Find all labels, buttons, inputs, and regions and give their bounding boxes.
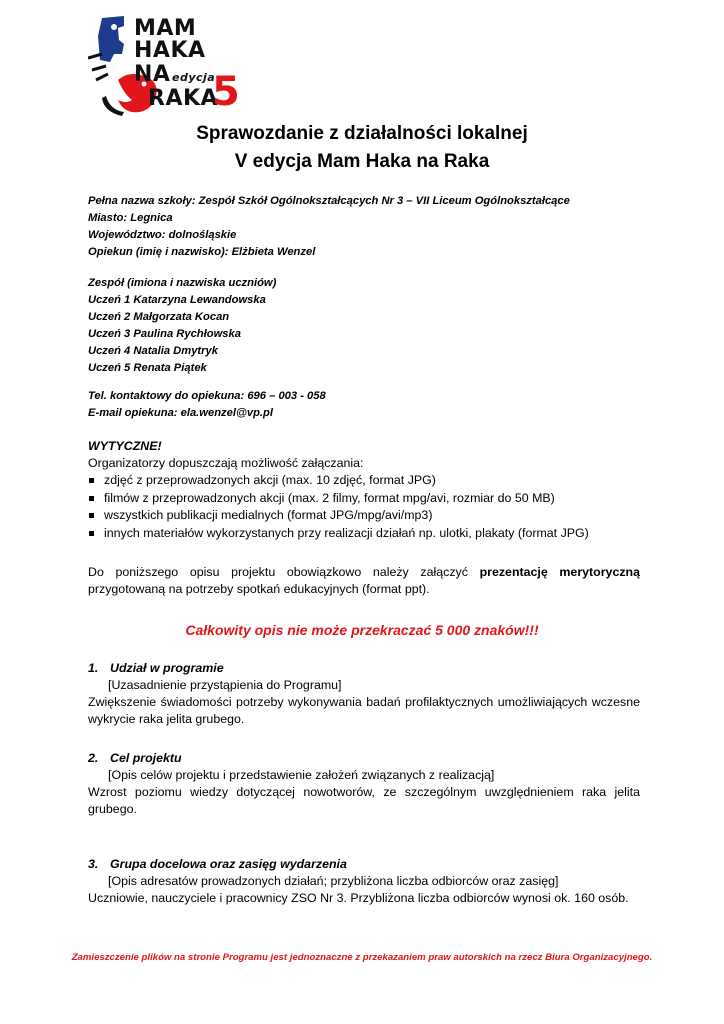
list-item: filmów z przeprowadzonych akcji (max. 2 filmy, format mpg/avi, rozmiar do 50 MB): [88, 490, 640, 508]
presentation-emphasis: prezentację merytoryczną: [479, 565, 640, 579]
bullet-icon: [89, 513, 94, 518]
logo-word-mam: MAM: [134, 16, 197, 41]
list-item: Uczeń 5 Renata Piątek: [88, 362, 207, 374]
guidelines-heading: WYTYCZNE!: [88, 439, 162, 453]
list-item: Uczeń 4 Natalia Dmytryk: [88, 345, 218, 357]
contact-info: [88, 388, 640, 422]
guidelines-intro: Organizatorzy dopuszczają możliwość załączania:: [88, 456, 364, 470]
page-title-line-1: Sprawozdanie z działalności lokalnej: [196, 123, 528, 144]
logo-word-raka: RAKA: [148, 86, 219, 111]
section-body: Uczniowie, nauczyciele i pracownicy ZSO Nr 3. Przybliżona liczba odbiorców wynosi ok. 160 osób.: [88, 891, 629, 905]
school-name: Pełna nazwa szkoły: Zespół Szkół Ogólnokształcących Nr 3 – VII Liceum Ogólnokształcące: [88, 195, 570, 207]
bullet-icon: [89, 478, 94, 483]
attachment-note: Do poniższego opisu projektu obowiązkowo należy załączyć prezentację merytoryczną przygotowaną na potrzeby spotkań edukacyjnych (format ppt).: [88, 565, 640, 596]
team-heading: Zespół (imiona i nazwiska uczniów): [88, 277, 277, 289]
logo-word-haka: HAKA: [134, 38, 206, 63]
list-item: Uczeń 3 Paulina Rychłowska: [88, 328, 241, 340]
section-hint: [Opis adresatów prowadzonych działań; przybliżona liczba odbiorców oraz zasięg]: [108, 874, 559, 888]
supervisor: Opiekun (imię i nazwisko): Elżbieta Wenzel: [88, 246, 316, 258]
mam-haka-na-raka-logo: [88, 14, 248, 118]
list-item: wszystkich publikacji medialnych (format JPG/mpg/avi/mp3): [88, 507, 640, 525]
bullet-icon: [89, 496, 94, 501]
section-hint: [Uzasadnienie przystąpienia do Programu]: [108, 678, 342, 692]
section-project-goal: [88, 750, 640, 818]
contact-email: E-mail opiekuna: ela.wenzel@vp.pl: [88, 407, 273, 419]
section-body: Wzrost poziomu wiedzy dotyczącej nowotworów, ze szczególnym uwzględnieniem raka jelita grubego.: [88, 785, 640, 816]
list-item: zdjęć z przeprowadzonych akcji (max. 10 zdjęć, format JPG): [88, 472, 640, 490]
logo-edition-number: 5: [212, 69, 241, 115]
copyright-footer: Zamieszczenie plików na stronie Programu jest jednoznaczne z przekazaniem praw autorskich na rzecz Biura Organizacyjnego.: [71, 952, 653, 963]
contact-phone: Tel. kontaktowy do opiekuna: 696 – 003 - 058: [88, 390, 326, 402]
page-title-line-2: V edycja Mam Haka na Raka: [234, 151, 490, 172]
school-info: [88, 193, 640, 261]
character-limit-warning: Całkowity opis nie może przekraczać 5 000 znaków!!!: [185, 622, 539, 638]
guidelines: [88, 438, 640, 542]
section-participation: [88, 660, 640, 728]
section-body: Zwiększenie świadomości potrzeby wykonywania badań profilaktycznych umożliwiających wczesne wykrycie raka jelita grubego.: [88, 695, 640, 726]
logo-edition-word: edycja: [172, 71, 216, 84]
logo-word-na: NA: [134, 62, 171, 87]
city: Miasto: Legnica: [88, 212, 173, 224]
section-heading: 3. Grupa docelowa oraz zasięg wydarzenia: [88, 857, 347, 871]
list-item: Uczeń 1 Katarzyna Lewandowska: [88, 294, 266, 306]
list-item: innych materiałów wykorzystanych przy realizacji działań np. ulotki, plakaty (format JPG): [88, 525, 640, 543]
voivodeship: Województwo: dolnośląskie: [88, 229, 237, 241]
bullet-icon: [89, 531, 94, 536]
guidelines-list: [88, 472, 640, 542]
section-heading: 1. Udział w programie: [88, 661, 224, 675]
section-heading: 2. Cel projektu: [88, 751, 182, 765]
team-list: [88, 275, 640, 377]
section-target-group: [88, 856, 640, 907]
section-hint: [Opis celów projektu i przedstawienie założeń związanych z realizacją]: [108, 768, 495, 782]
list-item: Uczeń 2 Małgorzata Kocan: [88, 311, 230, 323]
